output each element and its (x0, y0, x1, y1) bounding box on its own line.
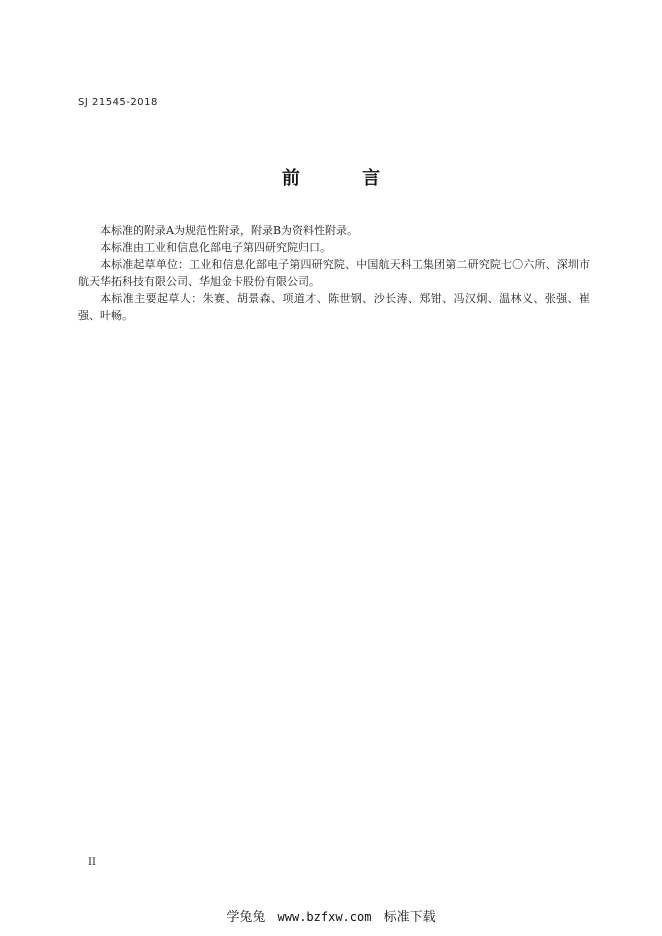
foreword-body (78, 222, 590, 324)
footer-watermark (0, 906, 662, 925)
footer-url-link[interactable]: www.bzfxw.com (277, 910, 372, 924)
page-number: II (88, 857, 96, 868)
paragraph-responsible-unit: 本标准由工业和信息化部电子第四研究院归口。 (100, 241, 331, 254)
paragraph-drafters: 本标准主要起草人：朱赛、胡景森、项道才、陈世钢、沙长涛、郑钳、冯汉炯、温林义、张强、崔强、叶畅。 (78, 292, 590, 322)
page-title: 前 言 (281, 168, 409, 189)
footer-site-name: 学兔兔 (226, 910, 266, 925)
paragraph-drafting-units: 本标准起草单位：工业和信息化部电子第四研究院、中国航天科工集团第二研究院七〇六所、深圳市航天华拓科技有限公司、华旭金卡股份有限公司。 (78, 258, 590, 288)
standard-code: SJ 21545-2018 (78, 97, 158, 108)
paragraph-appendix: 本标准的附录A为规范性附录，附录B为资料性附录。 (100, 224, 359, 237)
footer-tagline: 标准下载 (383, 910, 436, 925)
